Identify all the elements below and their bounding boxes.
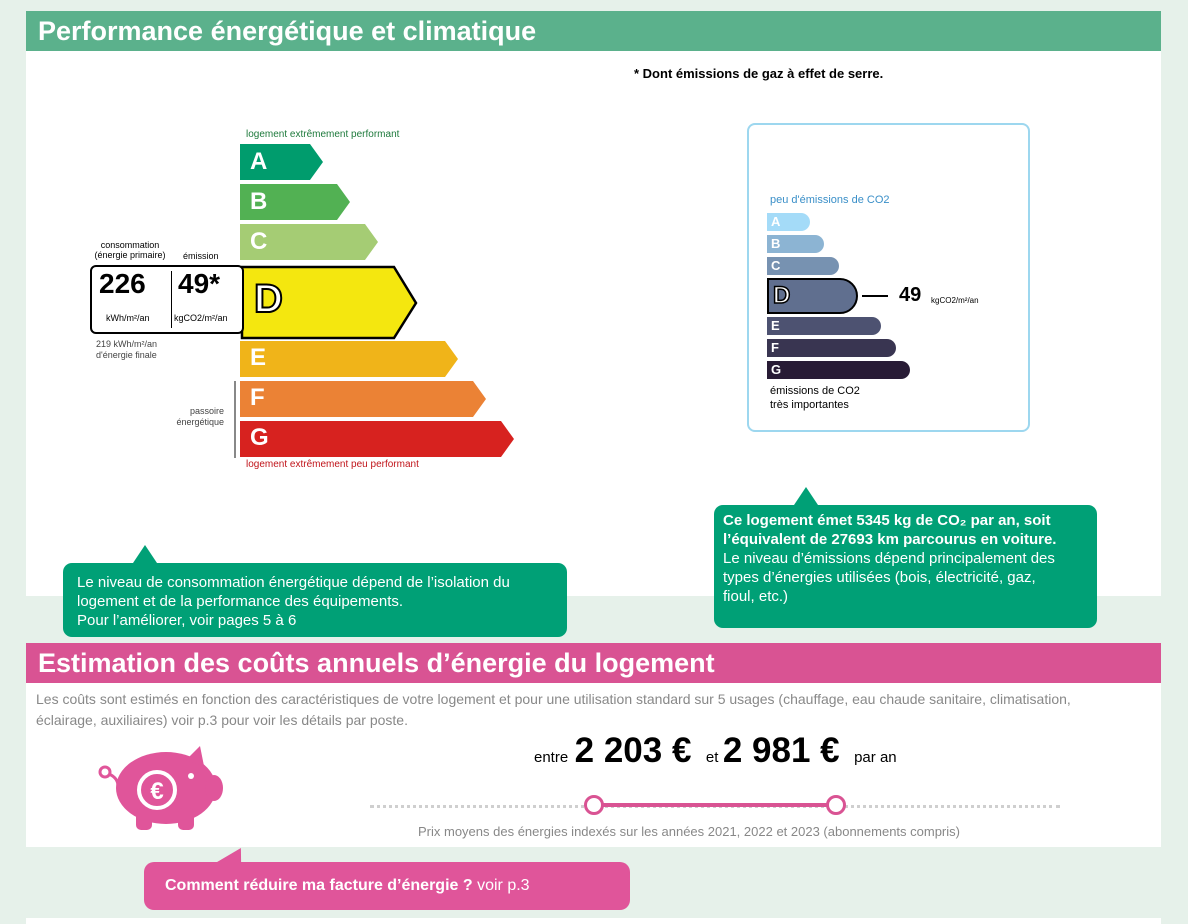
max-cost: 2 981 € <box>722 731 840 770</box>
range-track-active <box>594 803 836 807</box>
co2-unit: kgCO2/m²/an <box>931 296 979 305</box>
cost-range <box>534 731 897 771</box>
consumption-value: 226 <box>99 268 146 299</box>
bubble-tip <box>794 487 818 505</box>
range-prefix: entre <box>534 749 569 766</box>
price-note: Prix moyens des énergies indexés sur les années 2021, 2022 et 2023 (abonnements compris) <box>418 824 960 839</box>
dpe-top-label: logement extrêmement performant <box>246 129 400 140</box>
dpe-letter-e: E <box>250 344 267 371</box>
dpe-letter-c: C <box>250 228 268 255</box>
next-section-edge <box>26 918 1161 924</box>
cost-description: Les coûts sont estimés en fonction des caractéristiques de votre logement et pour une utilisation standard sur 5 usages (chauffage, eau chaude sanitaire, climatisation, éclairage, auxiliaires) voir p.3 pour voir les détails par poste. <box>36 691 1071 728</box>
co2-value: 49 <box>899 284 922 306</box>
dpe-bar-g <box>240 421 514 457</box>
co2-bar-f <box>767 339 896 357</box>
emission-label: émission <box>183 251 219 261</box>
co2-letter-e: E <box>771 318 780 333</box>
consumption-info-bubble: Le niveau de consommation énergétique dépend de l’isolation du logement et de la performance des équipements. Pour l’améliorer, voir pages 5 à 6 <box>63 563 567 637</box>
energy-section-header <box>26 11 1161 51</box>
cost-section-header <box>26 643 1161 683</box>
svg-text:€: € <box>150 778 164 805</box>
bubble-tip <box>217 848 251 862</box>
emission-unit: kgCO2/m²/an <box>174 313 228 323</box>
dpe-letter-g: G <box>250 424 269 451</box>
co2-letter-b: B <box>771 236 781 251</box>
consumption-label: consommation (énergie primaire) <box>94 240 166 260</box>
emission-value: 49* <box>178 268 221 299</box>
dpe-bar-e <box>240 341 458 377</box>
co2-bar-g <box>767 361 910 379</box>
range-min-marker <box>584 795 604 815</box>
consumption-unit: kWh/m²/an <box>106 313 150 323</box>
dpe-letter-a: A <box>250 148 268 175</box>
dpe-bar-f <box>240 381 486 417</box>
passoire-bracket <box>234 381 236 458</box>
co2-pointer-line <box>862 295 888 297</box>
dpe-letter-d: D <box>254 277 283 321</box>
bubble-tip <box>133 545 157 563</box>
co2-letter-f: F <box>771 340 779 355</box>
co2-letter-a: A <box>771 214 781 229</box>
dpe-letter-b: B <box>250 188 268 215</box>
ges-footnote: * Dont émissions de gaz à effet de serre. <box>634 66 884 81</box>
min-cost: 2 203 € <box>574 731 692 770</box>
energy-section-title: Performance énergétique et climatique <box>38 16 537 46</box>
range-max-marker <box>826 795 846 815</box>
dpe-letter-f: F <box>250 384 265 411</box>
passoire-label: passoire énergétique <box>176 406 224 427</box>
reduce-bill-page-ref: voir p.3 <box>472 877 530 894</box>
dpe-bottom-label: logement extrêmement peu performant <box>246 459 419 470</box>
range-suffix: par an <box>854 749 897 766</box>
final-energy: 219 kWh/m²/an d'énergie finale <box>96 339 158 360</box>
co2-top-label: peu d'émissions de CO2 <box>770 194 890 206</box>
cost-section-title: Estimation des coûts annuels d’énergie du logement <box>38 648 715 678</box>
co2-bar-e <box>767 317 881 335</box>
co2-info-bubble: Ce logement émet 5345 kg de CO₂ par an, soit l’équivalent de 27693 km parcourus en voiture. Le niveau d’émissions dépend principalement des types d’énergies utilisées (bois, électricité, gaz, fioul, etc.) <box>714 505 1097 628</box>
range-mid: et <box>705 749 719 766</box>
piggy-bank-euro-icon <box>96 742 224 834</box>
consumption-divider <box>171 271 172 328</box>
reduce-bill-button[interactable] <box>144 862 630 910</box>
reduce-bill-label: Comment réduire ma facture d’énergie ? <box>165 877 473 894</box>
co2-letter-g: G <box>771 362 782 377</box>
co2-letter-d: D <box>773 282 791 309</box>
co2-letter-c: C <box>771 258 781 273</box>
co2-bottom-label: émissions de CO2 très importantes <box>770 385 860 411</box>
